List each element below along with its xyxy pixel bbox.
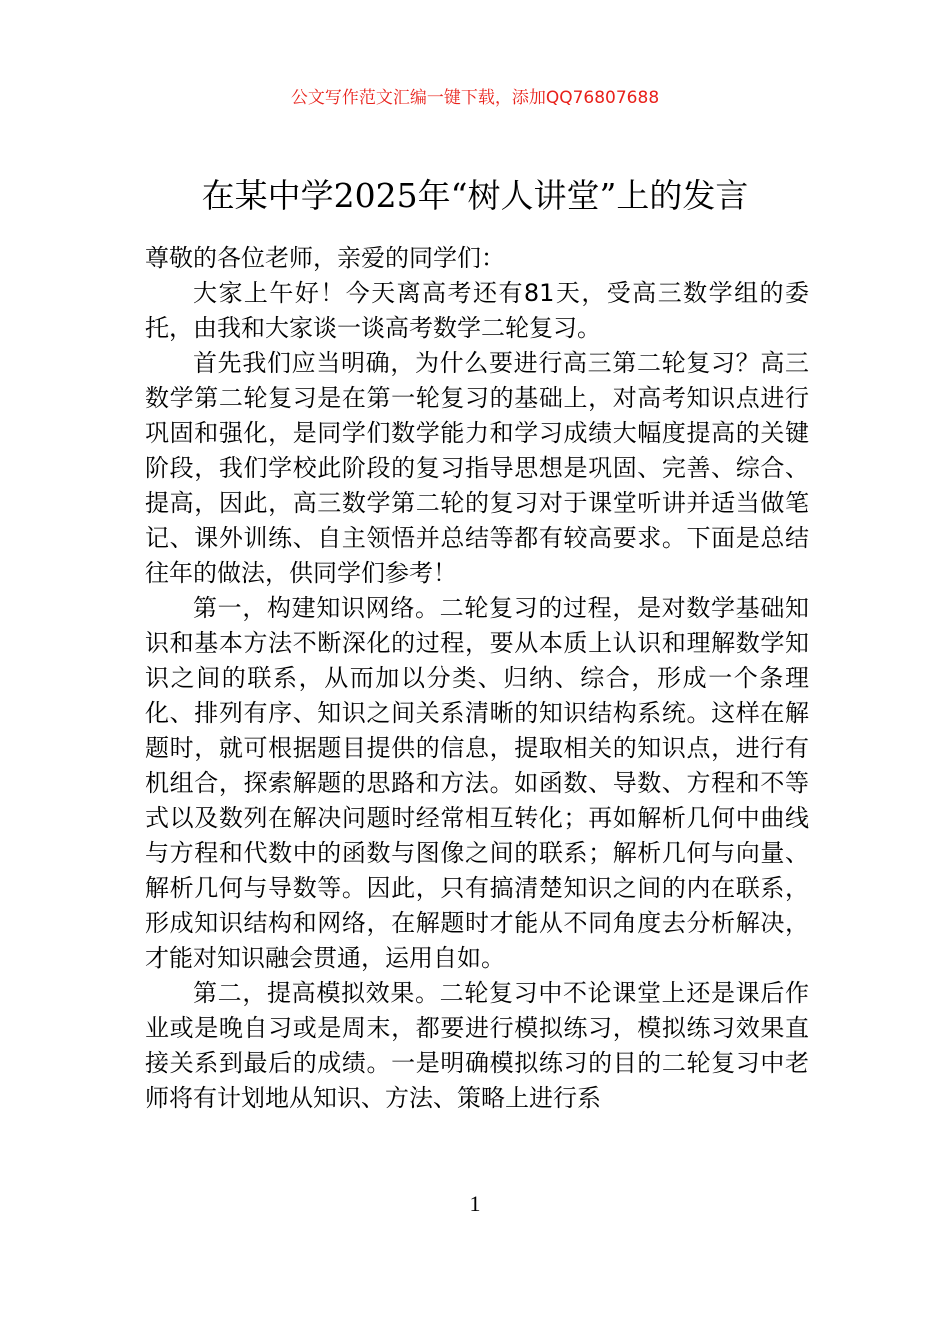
paragraph-knowledge-network: 第一，构建知识网络。二轮复习的过程，是对数学基础知识和基本方法不断深化的过程，要从本质上认识和理解数学知识之间的联系，从而加以分类、归纳、综合，形成一个条理化、排列有序、知识之间关系清晰的知识结构系统。这样在解题时，就可根据题目提供的信息，提取相关的知识点，进行有机组合，探索解题的思路和方法。如函数、导数、方程和不等式以及数列在解决问题时经常相互转化；再如解析几何中曲线与方程和代数中的函数与图像之间的联系；解析几何与向量、解析几何与导数等。因此，只有搞清楚知识之间的内在联系，形成知识结构和网络，在解题时才能从不同角度去分析解决，才能对知识融会贯通，运用自如。 — [145, 594, 809, 972]
download-note-header: 公文写作范文汇编一键下载，添加QQ76807688 — [290, 88, 660, 108]
document-title: 在某中学2025年“树人讲堂”上的发言 — [201, 176, 749, 215]
paragraph-greeting: 大家上午好！今天离高考还有81天，受高三数学组的委托，由我和大家谈一谈高考数学二轮复习。 — [145, 279, 809, 342]
paragraph-why-second-review: 首先我们应当明确，为什么要进行高三第二轮复习？高三数学第二轮复习是在第一轮复习的基础上，对高考知识点进行巩固和强化，是同学们数学能力和学习成绩大幅度提高的关键阶段，我们学校此阶段的复习指导思想是巩固、完善、综合、提高，因此，高三数学第二轮的复习对于课堂听讲并适当做笔记、课外训练、自主领悟并总结等都有较高要求。下面是总结往年的做法，供同学们参考！ — [145, 349, 809, 587]
salutation: 尊敬的各位老师，亲爱的同学们： — [145, 244, 505, 272]
document-body — [145, 241, 809, 1116]
page-number: 1 — [469, 1191, 481, 1216]
paragraph-simulation-practice: 第二，提高模拟效果。二轮复习中不论课堂上还是课后作业或是晚自习或是周末，都要进行模拟练习，模拟练习效果直接关系到最后的成绩。一是明确模拟练习的目的二轮复习中老师将有计划地从知识、方法、策略上进行系 — [145, 979, 809, 1112]
